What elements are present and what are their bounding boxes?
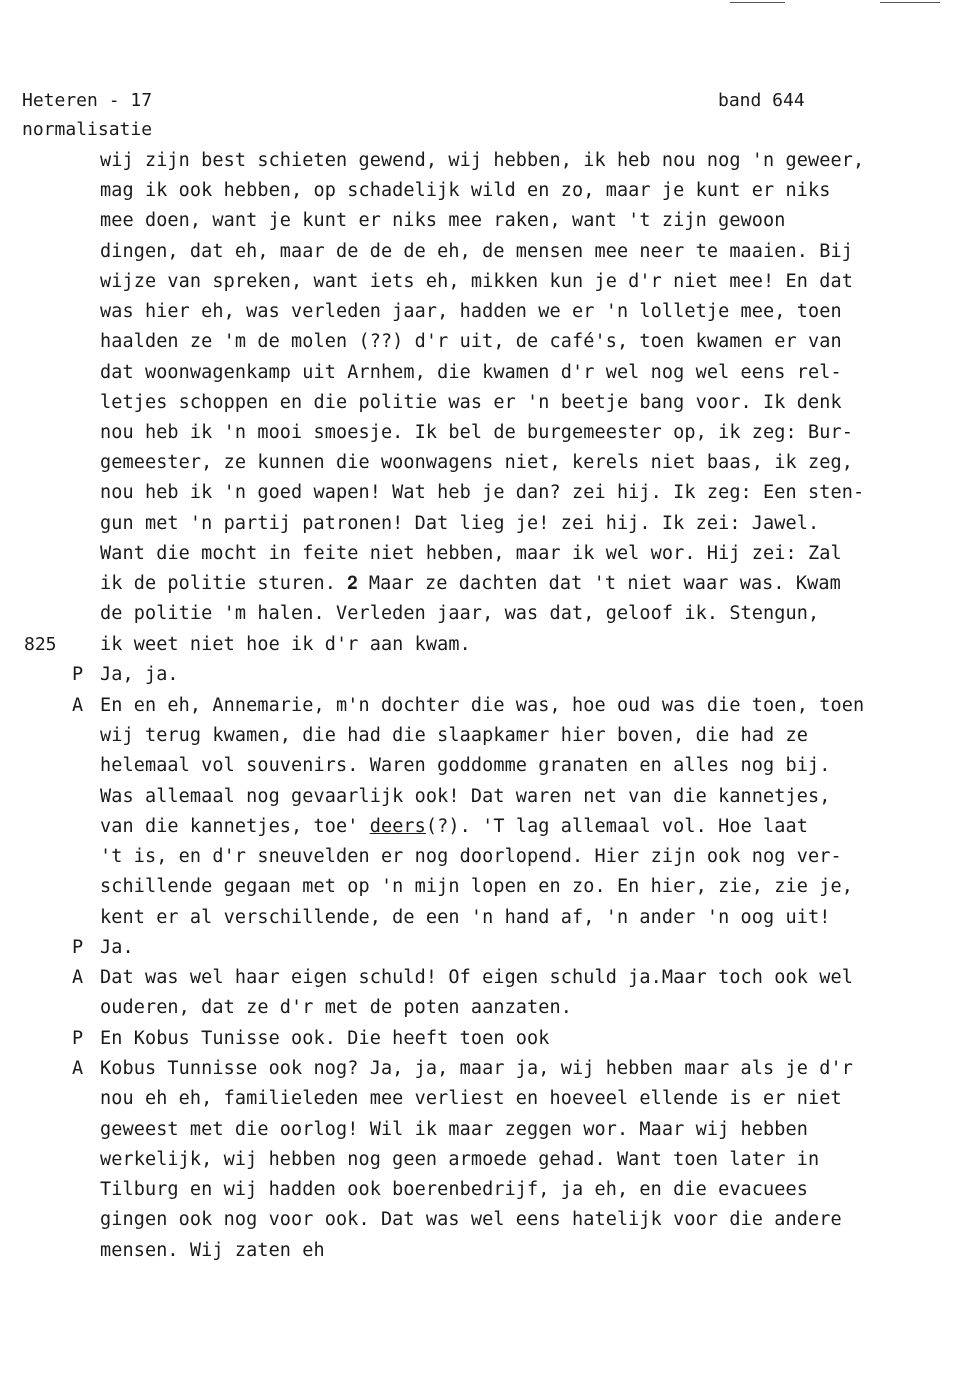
text-line: wijze van spreken, want iets eh, mikken kun je d'r niet mee! En dat bbox=[100, 271, 853, 292]
speaker-label: A bbox=[72, 967, 84, 988]
text-line: dat woonwagenkamp uit Arnhem, die kwamen d'r wel nog wel eens rel- bbox=[100, 362, 842, 383]
scan-edge-mark bbox=[880, 2, 940, 3]
text-line: schillende gegaan met op 'n mijn lopen en zo. En hier, zie, zie je, bbox=[100, 876, 853, 897]
speaker-label: A bbox=[72, 1058, 84, 1079]
text-line: En en eh, Annemarie, m'n dochter die was, hoe oud was die toen, toen bbox=[100, 695, 865, 716]
text-line: nou heb ik 'n goed wapen! Wat heb je dan? zei hij. Ik zeg: Een sten- bbox=[100, 482, 865, 503]
text-line: En Kobus Tunisse ook. Die heeft toen ook bbox=[100, 1028, 550, 1049]
text-line: wij zijn best schieten gewend, wij hebben, ik heb nou nog 'n geweer, bbox=[100, 150, 865, 171]
scan-edge-mark bbox=[730, 2, 785, 3]
speaker-label: A bbox=[72, 695, 84, 716]
text-line: gemeester, ze kunnen die woonwagens niet, kerels niet baas, ik zeg, bbox=[100, 452, 853, 473]
text-line: ouderen, dat ze d'r met de poten aanzaten. bbox=[100, 997, 572, 1018]
text-line: haalden ze 'm de molen (??) d'r uit, de café's, toen kwamen er van bbox=[100, 331, 842, 352]
text-segment: (?). 'T lag allemaal vol. Hoe laat bbox=[425, 816, 809, 837]
text-line: mee doen, want je kunt er niks mee raken, want 't zijn gewoon bbox=[100, 210, 786, 231]
text-line: ik weet niet hoe ik d'r aan kwam. bbox=[100, 634, 471, 655]
speaker-label: P bbox=[72, 664, 84, 685]
text-line: Ja, ja. bbox=[100, 664, 179, 685]
text-line: geweest met die oorlog! Wil ik maar zeggen wor. Maar wij hebben bbox=[100, 1119, 808, 1140]
text-line: gun met 'n partij patronen! Dat lieg je! zei hij. Ik zei: Jawel. bbox=[100, 513, 820, 534]
header-subtitle: normalisatie bbox=[22, 119, 153, 140]
text-line: Tilburg en wij hadden ook boerenbedrijf, ja eh, en die evacuees bbox=[100, 1179, 808, 1200]
text-line: mensen. Wij zaten eh bbox=[100, 1240, 325, 1261]
text-line: Dat was wel haar eigen schuld! Of eigen schuld ja.Maar toch ook wel bbox=[100, 967, 853, 988]
text-segment: van die kannetjes, toe' bbox=[100, 816, 370, 837]
underlined-word: deers bbox=[369, 816, 426, 837]
text-line: mag ik ook hebben, op schadelijk wild en zo, maar je kunt er niks bbox=[100, 180, 831, 201]
text-line: was hier eh, was verleden jaar, hadden we er 'n lolletje mee, toen bbox=[100, 301, 842, 322]
text-line: wij terug kwamen, die had die slaapkamer hier boven, die had ze bbox=[100, 725, 808, 746]
text-line: Want die mocht in feite niet hebben, maar ik wel wor. Hij zei: Zal bbox=[100, 543, 842, 564]
text-line: dingen, dat eh, maar de de de eh, de mensen mee neer te maaien. Bij bbox=[100, 241, 853, 262]
header-band: band 644 bbox=[718, 90, 805, 111]
text-line: gingen ook nog voor ook. Dat was wel eens hatelijk voor die andere bbox=[100, 1209, 842, 1230]
text-line: Ja. bbox=[100, 937, 134, 958]
header-title: Heteren - 17 bbox=[22, 90, 153, 111]
text-line bbox=[100, 816, 808, 838]
speaker-label: P bbox=[72, 1028, 84, 1049]
text-line: werkelijk, wij hebben nog geen armoede gehad. Want toen later in bbox=[100, 1149, 820, 1170]
text-line: Was allemaal nog gevaarlijk ook! Dat waren net van die kannetjes, bbox=[100, 786, 831, 807]
text-line: nou eh eh, familieleden mee verliest en hoeveel ellende is er niet bbox=[100, 1088, 842, 1109]
text-line: ik de politie sturen. 𝟐 Maar ze dachten dat 't niet waar was. Kwam bbox=[100, 573, 841, 594]
text-line: letjes schoppen en die politie was er 'n beetje bang voor. Ik denk bbox=[100, 392, 842, 413]
line-number: 825 bbox=[24, 634, 57, 655]
text-line: helemaal vol souvenirs. Waren goddomme granaten en alles nog bij. bbox=[100, 755, 831, 776]
speaker-label: P bbox=[72, 937, 84, 958]
text-line: de politie 'm halen. Verleden jaar, was dat, geloof ik. Stengun, bbox=[100, 603, 820, 624]
text-line: nou heb ik 'n mooi smoesje. Ik bel de burgemeester op, ik zeg: Bur- bbox=[100, 422, 853, 443]
text-line: 't is, en d'r sneuvelden er nog doorlopend. Hier zijn ook nog ver- bbox=[100, 846, 842, 867]
text-line: Kobus Tunnisse ook nog? Ja, ja, maar ja, wij hebben maar als je d'r bbox=[100, 1058, 853, 1079]
text-line: kent er al verschillende, de een 'n hand af, 'n ander 'n oog uit! bbox=[100, 907, 831, 928]
